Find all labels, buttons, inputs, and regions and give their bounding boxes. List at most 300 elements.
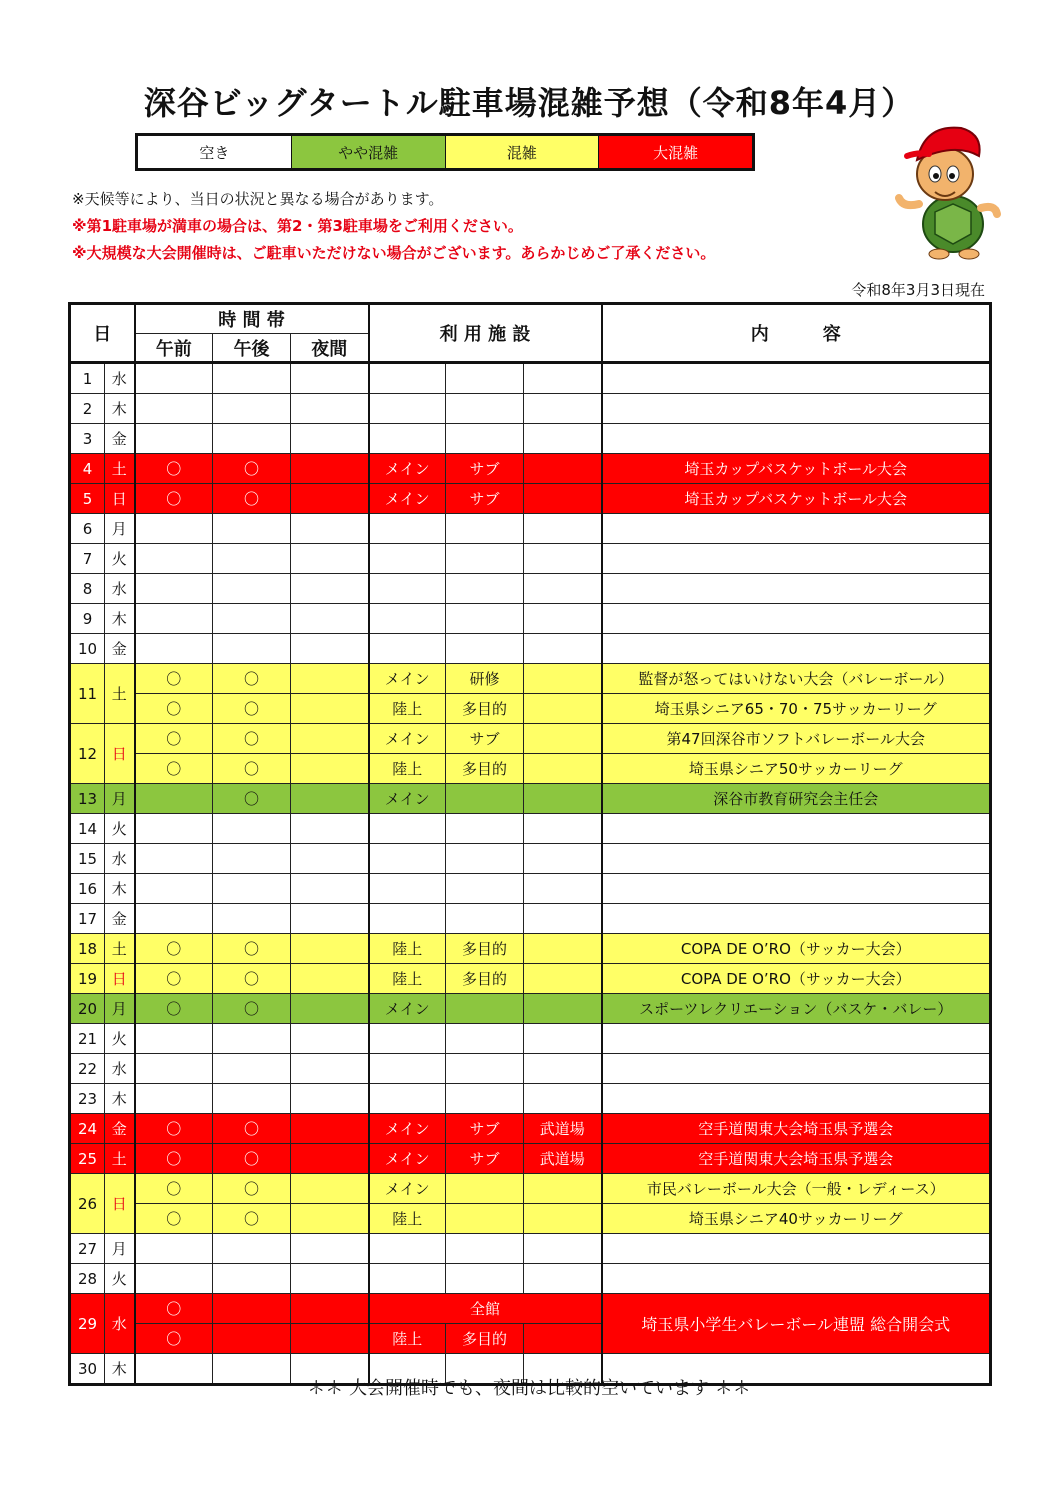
afternoon-mark: 〇 (213, 454, 291, 484)
facility-3 (524, 724, 602, 754)
afternoon-mark (213, 814, 291, 844)
header-afternoon: 午後 (213, 334, 291, 363)
facility-3 (524, 394, 602, 424)
schedule-row (70, 844, 991, 874)
event-content: 空手道関東大会埼玉県予選会 (602, 1114, 991, 1144)
event-content (602, 874, 991, 904)
afternoon-mark (213, 363, 291, 394)
afternoon-mark: 〇 (213, 1174, 291, 1204)
facility-2 (446, 904, 524, 934)
header-night: 夜間 (291, 334, 369, 363)
facility-2: サブ (446, 454, 524, 484)
day-number: 30 (70, 1354, 105, 1385)
day-number: 11 (70, 664, 105, 724)
schedule-row (70, 664, 991, 694)
event-content: 市民バレーボール大会（一般・レディース） (602, 1174, 991, 1204)
schedule-row (70, 1234, 991, 1264)
schedule-table (68, 302, 992, 1386)
event-content (602, 1234, 991, 1264)
morning-mark (135, 363, 213, 394)
event-content: 埼玉県小学生バレーボール連盟 総合開会式 (602, 1294, 991, 1354)
morning-mark (135, 1054, 213, 1084)
event-content (602, 814, 991, 844)
afternoon-mark: 〇 (213, 1114, 291, 1144)
night-mark (291, 1084, 369, 1114)
afternoon-mark (213, 394, 291, 424)
afternoon-mark (213, 1234, 291, 1264)
day-number: 6 (70, 514, 105, 544)
weekday: 月 (105, 1234, 135, 1264)
schedule-row (70, 424, 991, 454)
page-title: 深谷ビッグタートル駐車場混雑予想（令和8年4月） (143, 84, 915, 122)
schedule-row (70, 363, 991, 394)
afternoon-mark (213, 544, 291, 574)
event-content: 空手道関東大会埼玉県予選会 (602, 1144, 991, 1174)
facility-2 (446, 814, 524, 844)
morning-mark (135, 904, 213, 934)
weekday: 日 (105, 484, 135, 514)
weekday: 水 (105, 1054, 135, 1084)
event-content (602, 424, 991, 454)
facility-2 (446, 1174, 524, 1204)
morning-mark: 〇 (135, 484, 213, 514)
morning-mark: 〇 (135, 694, 213, 724)
facility-1 (369, 544, 446, 574)
morning-mark: 〇 (135, 1204, 213, 1234)
morning-mark (135, 634, 213, 664)
event-content: 深谷市教育研究会主任会 (602, 784, 991, 814)
afternoon-mark: 〇 (213, 724, 291, 754)
night-mark (291, 1324, 369, 1354)
facility-2 (446, 874, 524, 904)
facility-1: 陸上 (369, 934, 446, 964)
facility-1: メイン (369, 664, 446, 694)
morning-mark (135, 1084, 213, 1114)
weekday: 木 (105, 604, 135, 634)
morning-mark: 〇 (135, 1174, 213, 1204)
facility-3: 武道場 (524, 1144, 602, 1174)
afternoon-mark: 〇 (213, 934, 291, 964)
event-content (602, 844, 991, 874)
note-large-events: ※大規模な大会開催時は、ご駐車いただけない場合がございます。あらかじめご了承ください。 (72, 244, 716, 262)
day-number: 17 (70, 904, 105, 934)
day-number: 12 (70, 724, 105, 784)
event-content (602, 904, 991, 934)
facility-2: サブ (446, 724, 524, 754)
facility-1 (369, 634, 446, 664)
schedule-row (70, 604, 991, 634)
facility-3 (524, 664, 602, 694)
facility-3 (524, 994, 602, 1024)
weekday: 月 (105, 784, 135, 814)
morning-mark (135, 784, 213, 814)
facility-2 (446, 844, 524, 874)
night-mark (291, 544, 369, 574)
day-number: 9 (70, 604, 105, 634)
afternoon-mark (213, 514, 291, 544)
afternoon-mark (213, 574, 291, 604)
facility-1: メイン (369, 784, 446, 814)
schedule-row (70, 1144, 991, 1174)
night-mark (291, 574, 369, 604)
facility-2 (446, 544, 524, 574)
schedule-row (70, 1114, 991, 1144)
facility-2: 多目的 (446, 694, 524, 724)
facility-2 (446, 994, 524, 1024)
facility-2 (446, 634, 524, 664)
event-content (602, 544, 991, 574)
day-number: 21 (70, 1024, 105, 1054)
weekday: 日 (105, 724, 135, 784)
facility-all: 全館 (369, 1294, 602, 1324)
morning-mark: 〇 (135, 664, 213, 694)
schedule-row (70, 1054, 991, 1084)
facility-1: 陸上 (369, 964, 446, 994)
day-number: 10 (70, 634, 105, 664)
night-mark (291, 1054, 369, 1084)
facility-3 (524, 964, 602, 994)
facility-3 (524, 1054, 602, 1084)
facility-3 (524, 634, 602, 664)
legend-somewhat-crowded: やや混雑 (292, 136, 446, 168)
weekday: 火 (105, 544, 135, 574)
facility-2: サブ (446, 1114, 524, 1144)
event-content (602, 1024, 991, 1054)
event-content: 埼玉県シニア50サッカーリーグ (602, 754, 991, 784)
weekday: 土 (105, 664, 135, 724)
event-content (602, 1054, 991, 1084)
weekday: 土 (105, 454, 135, 484)
header-day: 日 (70, 304, 135, 363)
morning-mark: 〇 (135, 1114, 213, 1144)
facility-1: 陸上 (369, 1324, 446, 1354)
morning-mark (135, 844, 213, 874)
schedule-row (70, 484, 991, 514)
schedule-row (70, 454, 991, 484)
facility-3 (524, 814, 602, 844)
afternoon-mark: 〇 (213, 994, 291, 1024)
weekday: 月 (105, 514, 135, 544)
afternoon-mark (213, 1054, 291, 1084)
facility-2 (446, 604, 524, 634)
facility-1 (369, 1024, 446, 1054)
facility-3 (524, 784, 602, 814)
event-content: 埼玉県シニア65・70・75サッカーリーグ (602, 694, 991, 724)
header-facility: 利 用 施 設 (369, 304, 602, 363)
facility-1 (369, 874, 446, 904)
night-mark (291, 1234, 369, 1264)
weekday: 日 (105, 964, 135, 994)
afternoon-mark (213, 634, 291, 664)
facility-2 (446, 1024, 524, 1054)
afternoon-mark (213, 424, 291, 454)
event-content (602, 394, 991, 424)
event-content: COPA DE O’RO（サッカー大会） (602, 934, 991, 964)
schedule-row (70, 934, 991, 964)
afternoon-mark (213, 1084, 291, 1114)
facility-3 (524, 544, 602, 574)
facility-3 (524, 1324, 602, 1354)
facility-3 (524, 424, 602, 454)
day-number: 16 (70, 874, 105, 904)
night-mark (291, 484, 369, 514)
facility-3 (524, 844, 602, 874)
facility-2 (446, 1234, 524, 1264)
note-parking-full: ※第1駐車場が満車の場合は、第2・第3駐車場をご利用ください。 (72, 217, 523, 235)
facility-3 (524, 1264, 602, 1294)
day-number: 3 (70, 424, 105, 454)
congestion-legend (135, 133, 755, 171)
schedule-row (70, 724, 991, 754)
facility-2 (446, 1264, 524, 1294)
day-number: 22 (70, 1054, 105, 1084)
morning-mark (135, 1234, 213, 1264)
facility-2 (446, 1054, 524, 1084)
weekday: 木 (105, 1084, 135, 1114)
weekday: 土 (105, 1144, 135, 1174)
facility-2 (446, 574, 524, 604)
afternoon-mark (213, 1264, 291, 1294)
facility-1 (369, 1084, 446, 1114)
facility-3 (524, 1084, 602, 1114)
facility-1 (369, 1234, 446, 1264)
morning-mark (135, 514, 213, 544)
day-number: 15 (70, 844, 105, 874)
weekday: 火 (105, 814, 135, 844)
night-mark (291, 394, 369, 424)
afternoon-mark: 〇 (213, 1204, 291, 1234)
morning-mark: 〇 (135, 934, 213, 964)
morning-mark (135, 814, 213, 844)
facility-2: サブ (446, 484, 524, 514)
schedule-row (70, 544, 991, 574)
morning-mark: 〇 (135, 1294, 213, 1324)
facility-2: 多目的 (446, 934, 524, 964)
weekday: 木 (105, 394, 135, 424)
afternoon-mark: 〇 (213, 694, 291, 724)
facility-3 (524, 904, 602, 934)
morning-mark: 〇 (135, 1144, 213, 1174)
facility-3 (524, 363, 602, 394)
legend-very-crowded: 大混雑 (599, 136, 752, 168)
event-content: 埼玉カップバスケットボール大会 (602, 454, 991, 484)
afternoon-mark: 〇 (213, 664, 291, 694)
weekday: 木 (105, 1354, 135, 1385)
facility-3 (524, 454, 602, 484)
facility-1 (369, 904, 446, 934)
night-mark (291, 664, 369, 694)
facility-1: メイン (369, 484, 446, 514)
night-mark (291, 994, 369, 1024)
weekday: 金 (105, 424, 135, 454)
afternoon-mark (213, 1024, 291, 1054)
day-number: 5 (70, 484, 105, 514)
morning-mark (135, 604, 213, 634)
event-content (602, 514, 991, 544)
header-content: 内 容 (602, 304, 991, 363)
night-mark (291, 964, 369, 994)
facility-2 (446, 1084, 524, 1114)
facility-1 (369, 514, 446, 544)
facility-3 (524, 1234, 602, 1264)
event-content (602, 604, 991, 634)
footer-note: ＊＊ 大会開催時でも、夜間は比較的空いています ＊＊ (307, 1378, 751, 1399)
night-mark (291, 1024, 369, 1054)
weekday: 水 (105, 363, 135, 394)
day-number: 25 (70, 1144, 105, 1174)
day-number: 8 (70, 574, 105, 604)
facility-2: 多目的 (446, 754, 524, 784)
facility-3 (524, 754, 602, 784)
event-content: 監督が怒ってはいけない大会（バレーボール） (602, 664, 991, 694)
morning-mark: 〇 (135, 724, 213, 754)
header-morning: 午前 (135, 334, 213, 363)
schedule-row (70, 1084, 991, 1114)
facility-1 (369, 394, 446, 424)
facility-2 (446, 363, 524, 394)
night-mark (291, 724, 369, 754)
facility-1 (369, 1054, 446, 1084)
weekday: 火 (105, 1024, 135, 1054)
legend-crowded: 混雑 (446, 136, 600, 168)
event-content: 埼玉県シニア40サッカーリーグ (602, 1204, 991, 1234)
facility-1 (369, 424, 446, 454)
weekday: 金 (105, 634, 135, 664)
facility-1: 陸上 (369, 754, 446, 784)
facility-1 (369, 363, 446, 394)
event-content (602, 1264, 991, 1294)
day-number: 26 (70, 1174, 105, 1234)
night-mark (291, 844, 369, 874)
day-number: 2 (70, 394, 105, 424)
facility-1: メイン (369, 1144, 446, 1174)
facility-2: 多目的 (446, 964, 524, 994)
facility-2: サブ (446, 1144, 524, 1174)
night-mark (291, 934, 369, 964)
day-number: 27 (70, 1234, 105, 1264)
day-number: 19 (70, 964, 105, 994)
schedule-row (70, 394, 991, 424)
night-mark (291, 784, 369, 814)
day-number: 4 (70, 454, 105, 484)
note-weather: ※天候等により、当日の状況と異なる場合があります。 (72, 190, 444, 208)
facility-1: メイン (369, 454, 446, 484)
event-content: COPA DE O’RO（サッカー大会） (602, 964, 991, 994)
facility-2 (446, 394, 524, 424)
facility-3 (524, 934, 602, 964)
night-mark (291, 874, 369, 904)
schedule-row (70, 574, 991, 604)
weekday: 水 (105, 574, 135, 604)
night-mark (291, 1294, 369, 1324)
day-number: 20 (70, 994, 105, 1024)
facility-3: 武道場 (524, 1114, 602, 1144)
morning-mark: 〇 (135, 754, 213, 784)
afternoon-mark: 〇 (213, 484, 291, 514)
day-number: 7 (70, 544, 105, 574)
facility-2 (446, 784, 524, 814)
weekday: 水 (105, 844, 135, 874)
notes (72, 186, 715, 267)
event-content (602, 574, 991, 604)
event-content: 埼玉カップバスケットボール大会 (602, 484, 991, 514)
night-mark (291, 1264, 369, 1294)
facility-1: メイン (369, 724, 446, 754)
schedule-row-sub (70, 1204, 991, 1234)
schedule-row (70, 634, 991, 664)
facility-1 (369, 1264, 446, 1294)
facility-1: メイン (369, 994, 446, 1024)
day-number: 13 (70, 784, 105, 814)
afternoon-mark (213, 604, 291, 634)
facility-1 (369, 574, 446, 604)
event-content (602, 363, 991, 394)
schedule-row (70, 814, 991, 844)
morning-mark (135, 574, 213, 604)
schedule-row (70, 994, 991, 1024)
legend-empty: 空き (138, 136, 292, 168)
night-mark (291, 604, 369, 634)
day-number: 1 (70, 363, 105, 394)
night-mark (291, 363, 369, 394)
afternoon-mark: 〇 (213, 754, 291, 784)
schedule-row (70, 1174, 991, 1204)
facility-2 (446, 514, 524, 544)
night-mark (291, 1114, 369, 1144)
facility-3 (524, 874, 602, 904)
weekday: 日 (105, 1174, 135, 1234)
weekday: 土 (105, 934, 135, 964)
weekday: 月 (105, 994, 135, 1024)
schedule-row-sub (70, 754, 991, 784)
schedule-row (70, 904, 991, 934)
schedule-row (70, 784, 991, 814)
morning-mark: 〇 (135, 1324, 213, 1354)
afternoon-mark (213, 844, 291, 874)
facility-1 (369, 604, 446, 634)
morning-mark (135, 1264, 213, 1294)
night-mark (291, 634, 369, 664)
day-number: 14 (70, 814, 105, 844)
day-number: 18 (70, 934, 105, 964)
schedule-row (70, 1264, 991, 1294)
facility-3 (524, 484, 602, 514)
facility-3 (524, 694, 602, 724)
facility-3 (524, 1174, 602, 1204)
afternoon-mark (213, 874, 291, 904)
afternoon-mark: 〇 (213, 784, 291, 814)
facility-1: 陸上 (369, 1204, 446, 1234)
night-mark (291, 904, 369, 934)
turtle-mascot-icon (895, 112, 1005, 262)
day-number: 28 (70, 1264, 105, 1294)
header-time-band: 時 間 帯 (135, 304, 369, 334)
afternoon-mark (213, 1294, 291, 1324)
facility-2 (446, 424, 524, 454)
weekday: 金 (105, 1114, 135, 1144)
morning-mark: 〇 (135, 994, 213, 1024)
morning-mark (135, 394, 213, 424)
morning-mark (135, 874, 213, 904)
night-mark (291, 424, 369, 454)
night-mark (291, 694, 369, 724)
night-mark (291, 454, 369, 484)
schedule-row-sub (70, 694, 991, 724)
facility-1 (369, 844, 446, 874)
night-mark (291, 1174, 369, 1204)
schedule-row (70, 874, 991, 904)
weekday: 木 (105, 874, 135, 904)
